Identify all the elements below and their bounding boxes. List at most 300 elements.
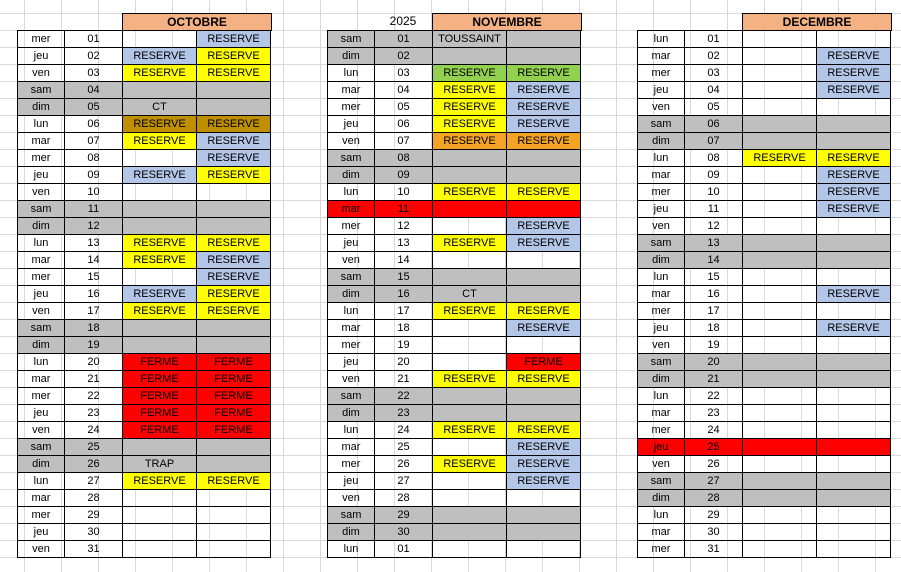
date-cell[interactable]: 24	[685, 422, 743, 439]
date-cell[interactable]: 11	[65, 201, 123, 218]
date-cell[interactable]: 13	[65, 235, 123, 252]
weekday-cell[interactable]: sam	[328, 150, 375, 167]
date-cell[interactable]: 25	[65, 439, 123, 456]
slot-1-cell[interactable]	[743, 320, 817, 337]
slot-2-cell[interactable]	[507, 541, 581, 558]
date-cell[interactable]: 06	[65, 116, 123, 133]
slot-2-cell[interactable]: FERME	[197, 354, 271, 371]
date-cell[interactable]: 27	[65, 473, 123, 490]
slot-2-cell[interactable]	[817, 303, 891, 320]
slot-2-cell[interactable]	[817, 490, 891, 507]
slot-2-cell[interactable]	[817, 439, 891, 456]
slot-2-cell[interactable]: RESERVE	[507, 65, 581, 82]
weekday-cell[interactable]: sam	[638, 354, 685, 371]
slot-1-cell[interactable]: RESERVE	[123, 252, 197, 269]
slot-1-cell[interactable]	[123, 490, 197, 507]
weekday-cell[interactable]: jeu	[638, 320, 685, 337]
slot-1-cell[interactable]	[123, 439, 197, 456]
date-cell[interactable]: 13	[375, 235, 433, 252]
weekday-cell[interactable]: lun	[638, 507, 685, 524]
weekday-cell[interactable]: sam	[638, 116, 685, 133]
weekday-cell[interactable]: jeu	[328, 235, 375, 252]
slot-2-cell[interactable]: RESERVE	[197, 473, 271, 490]
slot-2-cell[interactable]: RESERVE	[817, 82, 891, 99]
weekday-cell[interactable]: lun	[328, 303, 375, 320]
weekday-cell[interactable]: jeu	[18, 405, 65, 422]
slot-2-cell[interactable]: RESERVE	[817, 65, 891, 82]
slot-2-cell[interactable]	[817, 116, 891, 133]
date-cell[interactable]: 14	[375, 252, 433, 269]
slot-2-cell[interactable]: RESERVE	[507, 82, 581, 99]
date-cell[interactable]: 07	[685, 133, 743, 150]
slot-1-cell[interactable]	[433, 218, 507, 235]
slot-1-cell[interactable]	[743, 184, 817, 201]
date-cell[interactable]: 25	[685, 439, 743, 456]
slot-1-cell[interactable]	[433, 541, 507, 558]
slot-1-cell[interactable]	[433, 252, 507, 269]
slot-1-cell[interactable]	[743, 541, 817, 558]
slot-1-cell[interactable]: RESERVE	[433, 133, 507, 150]
weekday-cell[interactable]: dim	[328, 405, 375, 422]
slot-2-cell[interactable]: RESERVE	[197, 269, 271, 286]
slot-2-cell[interactable]: RESERVE	[197, 65, 271, 82]
slot-2-cell[interactable]: FERME	[197, 388, 271, 405]
slot-1-cell[interactable]	[743, 99, 817, 116]
weekday-cell[interactable]: jeu	[328, 354, 375, 371]
slot-1-cell[interactable]: RESERVE	[433, 65, 507, 82]
slot-1-cell[interactable]	[433, 388, 507, 405]
slot-1-cell[interactable]	[743, 405, 817, 422]
weekday-cell[interactable]: dim	[18, 456, 65, 473]
slot-1-cell[interactable]	[123, 337, 197, 354]
slot-2-cell[interactable]	[507, 31, 581, 48]
weekday-cell[interactable]: jeu	[18, 48, 65, 65]
slot-2-cell[interactable]: FERME	[197, 371, 271, 388]
slot-2-cell[interactable]	[197, 490, 271, 507]
weekday-cell[interactable]: mer	[638, 65, 685, 82]
slot-2-cell[interactable]: RESERVE	[817, 184, 891, 201]
weekday-cell[interactable]: lun	[638, 388, 685, 405]
slot-1-cell[interactable]	[743, 303, 817, 320]
slot-2-cell[interactable]: RESERVE	[197, 116, 271, 133]
slot-2-cell[interactable]	[817, 524, 891, 541]
weekday-cell[interactable]: lun	[328, 541, 375, 558]
slot-1-cell[interactable]: RESERVE	[123, 473, 197, 490]
date-cell[interactable]: 22	[685, 388, 743, 405]
date-cell[interactable]: 25	[375, 439, 433, 456]
weekday-cell[interactable]: lun	[638, 269, 685, 286]
slot-1-cell[interactable]	[123, 524, 197, 541]
slot-1-cell[interactable]	[123, 269, 197, 286]
slot-2-cell[interactable]	[197, 541, 271, 558]
slot-1-cell[interactable]: RESERVE	[433, 99, 507, 116]
date-cell[interactable]: 08	[65, 150, 123, 167]
weekday-cell[interactable]: dim	[18, 337, 65, 354]
slot-2-cell[interactable]	[197, 99, 271, 116]
date-cell[interactable]: 04	[375, 82, 433, 99]
weekday-cell[interactable]: mar	[638, 167, 685, 184]
date-cell[interactable]: 06	[375, 116, 433, 133]
slot-1-cell[interactable]	[433, 269, 507, 286]
slot-2-cell[interactable]	[817, 473, 891, 490]
slot-2-cell[interactable]: RESERVE	[507, 99, 581, 116]
slot-1-cell[interactable]: RESERVE	[433, 116, 507, 133]
date-cell[interactable]: 01	[375, 541, 433, 558]
date-cell[interactable]: 14	[685, 252, 743, 269]
date-cell[interactable]: 09	[375, 167, 433, 184]
weekday-cell[interactable]: ven	[18, 184, 65, 201]
slot-2-cell[interactable]: RESERVE	[197, 133, 271, 150]
slot-1-cell[interactable]	[433, 507, 507, 524]
slot-1-cell[interactable]	[743, 269, 817, 286]
slot-2-cell[interactable]	[817, 354, 891, 371]
date-cell[interactable]: 20	[685, 354, 743, 371]
slot-1-cell[interactable]: RESERVE	[743, 150, 817, 167]
weekday-cell[interactable]: dim	[328, 167, 375, 184]
slot-1-cell[interactable]	[433, 524, 507, 541]
slot-2-cell[interactable]	[507, 388, 581, 405]
slot-1-cell[interactable]: RESERVE	[433, 184, 507, 201]
date-cell[interactable]: 01	[685, 31, 743, 48]
slot-1-cell[interactable]: RESERVE	[433, 371, 507, 388]
date-cell[interactable]: 30	[65, 524, 123, 541]
slot-2-cell[interactable]	[507, 337, 581, 354]
weekday-cell[interactable]: sam	[638, 473, 685, 490]
weekday-cell[interactable]: mer	[328, 99, 375, 116]
date-cell[interactable]: 18	[375, 320, 433, 337]
weekday-cell[interactable]: ven	[638, 218, 685, 235]
slot-2-cell[interactable]: RESERVE	[507, 371, 581, 388]
slot-1-cell[interactable]: FERME	[123, 422, 197, 439]
slot-1-cell[interactable]	[433, 337, 507, 354]
date-cell[interactable]: 17	[375, 303, 433, 320]
weekday-cell[interactable]: mar	[328, 201, 375, 218]
date-cell[interactable]: 16	[685, 286, 743, 303]
weekday-cell[interactable]: ven	[18, 65, 65, 82]
date-cell[interactable]: 26	[65, 456, 123, 473]
slot-1-cell[interactable]	[433, 490, 507, 507]
weekday-cell[interactable]: mer	[638, 422, 685, 439]
weekday-cell[interactable]: jeu	[638, 82, 685, 99]
weekday-cell[interactable]: mar	[328, 82, 375, 99]
date-cell[interactable]: 31	[65, 541, 123, 558]
weekday-cell[interactable]: mer	[18, 31, 65, 48]
slot-1-cell[interactable]: RESERVE	[123, 235, 197, 252]
slot-1-cell[interactable]: TRAP	[123, 456, 197, 473]
slot-1-cell[interactable]	[743, 235, 817, 252]
date-cell[interactable]: 15	[685, 269, 743, 286]
weekday-cell[interactable]: dim	[328, 524, 375, 541]
weekday-cell[interactable]: mar	[18, 371, 65, 388]
date-cell[interactable]: 10	[65, 184, 123, 201]
slot-2-cell[interactable]	[197, 320, 271, 337]
slot-2-cell[interactable]: RESERVE	[817, 48, 891, 65]
date-cell[interactable]: 10	[685, 184, 743, 201]
slot-2-cell[interactable]	[507, 48, 581, 65]
slot-2-cell[interactable]: RESERVE	[507, 422, 581, 439]
date-cell[interactable]: 21	[685, 371, 743, 388]
slot-2-cell[interactable]: RESERVE	[507, 473, 581, 490]
slot-1-cell[interactable]	[433, 48, 507, 65]
date-cell[interactable]: 26	[685, 456, 743, 473]
weekday-cell[interactable]: mar	[18, 133, 65, 150]
date-cell[interactable]: 23	[685, 405, 743, 422]
slot-2-cell[interactable]: RESERVE	[507, 133, 581, 150]
slot-2-cell[interactable]	[507, 507, 581, 524]
weekday-cell[interactable]: mer	[638, 303, 685, 320]
slot-1-cell[interactable]	[743, 286, 817, 303]
date-cell[interactable]: 05	[65, 99, 123, 116]
slot-2-cell[interactable]	[817, 31, 891, 48]
slot-2-cell[interactable]: RESERVE	[197, 150, 271, 167]
slot-2-cell[interactable]: RESERVE	[197, 286, 271, 303]
slot-2-cell[interactable]	[817, 269, 891, 286]
slot-1-cell[interactable]	[123, 31, 197, 48]
date-cell[interactable]: 09	[65, 167, 123, 184]
date-cell[interactable]: 30	[375, 524, 433, 541]
slot-1-cell[interactable]	[123, 507, 197, 524]
weekday-cell[interactable]: dim	[638, 490, 685, 507]
weekday-cell[interactable]: jeu	[638, 439, 685, 456]
date-cell[interactable]: 12	[65, 218, 123, 235]
slot-1-cell[interactable]: RESERVE	[123, 48, 197, 65]
date-cell[interactable]: 06	[685, 116, 743, 133]
slot-1-cell[interactable]: RESERVE	[123, 116, 197, 133]
weekday-cell[interactable]: ven	[328, 252, 375, 269]
slot-2-cell[interactable]	[197, 507, 271, 524]
slot-1-cell[interactable]	[743, 337, 817, 354]
slot-1-cell[interactable]	[743, 31, 817, 48]
slot-2-cell[interactable]: RESERVE	[197, 48, 271, 65]
weekday-cell[interactable]: lun	[328, 184, 375, 201]
date-cell[interactable]: 16	[65, 286, 123, 303]
weekday-cell[interactable]: ven	[328, 371, 375, 388]
slot-2-cell[interactable]	[817, 235, 891, 252]
weekday-cell[interactable]: sam	[328, 507, 375, 524]
date-cell[interactable]: 17	[685, 303, 743, 320]
weekday-cell[interactable]: dim	[328, 286, 375, 303]
slot-2-cell[interactable]	[817, 337, 891, 354]
weekday-cell[interactable]: mar	[18, 252, 65, 269]
slot-2-cell[interactable]	[817, 388, 891, 405]
date-cell[interactable]: 12	[375, 218, 433, 235]
date-cell[interactable]: 28	[375, 490, 433, 507]
slot-1-cell[interactable]: TOUSSAINT	[433, 31, 507, 48]
slot-2-cell[interactable]	[507, 286, 581, 303]
date-cell[interactable]: 20	[65, 354, 123, 371]
date-cell[interactable]: 28	[685, 490, 743, 507]
date-cell[interactable]: 05	[375, 99, 433, 116]
slot-1-cell[interactable]	[743, 133, 817, 150]
slot-1-cell[interactable]: FERME	[123, 371, 197, 388]
date-cell[interactable]: 18	[685, 320, 743, 337]
slot-1-cell[interactable]	[123, 150, 197, 167]
slot-2-cell[interactable]: RESERVE	[197, 252, 271, 269]
slot-2-cell[interactable]	[197, 337, 271, 354]
date-cell[interactable]: 03	[685, 65, 743, 82]
slot-2-cell[interactable]	[197, 524, 271, 541]
slot-2-cell[interactable]	[817, 99, 891, 116]
date-cell[interactable]: 02	[375, 48, 433, 65]
slot-2-cell[interactable]	[197, 456, 271, 473]
slot-2-cell[interactable]	[817, 218, 891, 235]
weekday-cell[interactable]: mer	[638, 541, 685, 558]
slot-2-cell[interactable]	[507, 405, 581, 422]
weekday-cell[interactable]: sam	[18, 82, 65, 99]
weekday-cell[interactable]: lun	[328, 65, 375, 82]
weekday-cell[interactable]: lun	[18, 354, 65, 371]
date-cell[interactable]: 26	[375, 456, 433, 473]
weekday-cell[interactable]: sam	[328, 388, 375, 405]
date-cell[interactable]: 31	[685, 541, 743, 558]
slot-1-cell[interactable]	[123, 541, 197, 558]
weekday-cell[interactable]: mer	[328, 456, 375, 473]
slot-1-cell[interactable]: RESERVE	[123, 133, 197, 150]
slot-2-cell[interactable]	[197, 184, 271, 201]
slot-2-cell[interactable]	[507, 269, 581, 286]
date-cell[interactable]: 29	[65, 507, 123, 524]
slot-1-cell[interactable]	[743, 201, 817, 218]
slot-2-cell[interactable]: RESERVE	[507, 320, 581, 337]
slot-2-cell[interactable]	[507, 490, 581, 507]
slot-1-cell[interactable]: CT	[433, 286, 507, 303]
weekday-cell[interactable]: jeu	[638, 201, 685, 218]
date-cell[interactable]: 13	[685, 235, 743, 252]
weekday-cell[interactable]: mer	[18, 269, 65, 286]
slot-1-cell[interactable]	[743, 490, 817, 507]
weekday-cell[interactable]: lun	[328, 422, 375, 439]
slot-2-cell[interactable]: FERME	[197, 405, 271, 422]
weekday-cell[interactable]: dim	[638, 133, 685, 150]
slot-1-cell[interactable]: CT	[123, 99, 197, 116]
slot-2-cell[interactable]: RESERVE	[507, 303, 581, 320]
slot-2-cell[interactable]: RESERVE	[817, 150, 891, 167]
slot-1-cell[interactable]	[433, 405, 507, 422]
slot-2-cell[interactable]	[817, 133, 891, 150]
date-cell[interactable]: 16	[375, 286, 433, 303]
slot-2-cell[interactable]	[507, 201, 581, 218]
slot-1-cell[interactable]	[743, 48, 817, 65]
weekday-cell[interactable]: lun	[18, 235, 65, 252]
slot-1-cell[interactable]	[433, 320, 507, 337]
weekday-cell[interactable]: mer	[18, 150, 65, 167]
weekday-cell[interactable]: mar	[328, 439, 375, 456]
slot-2-cell[interactable]: RESERVE	[507, 184, 581, 201]
date-cell[interactable]: 17	[65, 303, 123, 320]
date-cell[interactable]: 07	[65, 133, 123, 150]
weekday-cell[interactable]: mer	[638, 184, 685, 201]
slot-1-cell[interactable]	[123, 201, 197, 218]
slot-1-cell[interactable]	[743, 456, 817, 473]
date-cell[interactable]: 09	[685, 167, 743, 184]
slot-2-cell[interactable]	[507, 524, 581, 541]
date-cell[interactable]: 23	[65, 405, 123, 422]
slot-2-cell[interactable]: RESERVE	[507, 439, 581, 456]
slot-2-cell[interactable]: RESERVE	[817, 201, 891, 218]
date-cell[interactable]: 18	[65, 320, 123, 337]
slot-1-cell[interactable]	[433, 354, 507, 371]
weekday-cell[interactable]: mer	[18, 388, 65, 405]
weekday-cell[interactable]: dim	[18, 218, 65, 235]
slot-2-cell[interactable]: RESERVE	[197, 167, 271, 184]
weekday-cell[interactable]: dim	[328, 48, 375, 65]
date-cell[interactable]: 04	[65, 82, 123, 99]
slot-2-cell[interactable]	[507, 252, 581, 269]
slot-1-cell[interactable]	[743, 439, 817, 456]
date-cell[interactable]: 08	[685, 150, 743, 167]
date-cell[interactable]: 15	[375, 269, 433, 286]
weekday-cell[interactable]: jeu	[328, 473, 375, 490]
date-cell[interactable]: 23	[375, 405, 433, 422]
slot-1-cell[interactable]: RESERVE	[123, 303, 197, 320]
date-cell[interactable]: 07	[375, 133, 433, 150]
date-cell[interactable]: 21	[65, 371, 123, 388]
slot-1-cell[interactable]	[743, 167, 817, 184]
slot-2-cell[interactable]: RESERVE	[507, 218, 581, 235]
slot-1-cell[interactable]: RESERVE	[433, 456, 507, 473]
slot-1-cell[interactable]	[123, 218, 197, 235]
slot-1-cell[interactable]	[433, 150, 507, 167]
date-cell[interactable]: 03	[65, 65, 123, 82]
date-cell[interactable]: 19	[65, 337, 123, 354]
slot-1-cell[interactable]: RESERVE	[123, 286, 197, 303]
date-cell[interactable]: 04	[685, 82, 743, 99]
slot-1-cell[interactable]	[433, 167, 507, 184]
date-cell[interactable]: 27	[685, 473, 743, 490]
weekday-cell[interactable]: sam	[638, 235, 685, 252]
date-cell[interactable]: 01	[375, 31, 433, 48]
slot-2-cell[interactable]: RESERVE	[817, 167, 891, 184]
slot-1-cell[interactable]	[743, 82, 817, 99]
weekday-cell[interactable]: sam	[18, 439, 65, 456]
slot-1-cell[interactable]: RESERVE	[433, 235, 507, 252]
date-cell[interactable]: 19	[375, 337, 433, 354]
date-cell[interactable]: 22	[65, 388, 123, 405]
date-cell[interactable]: 22	[375, 388, 433, 405]
slot-1-cell[interactable]	[743, 354, 817, 371]
date-cell[interactable]: 15	[65, 269, 123, 286]
slot-2-cell[interactable]	[817, 405, 891, 422]
date-cell[interactable]: 02	[65, 48, 123, 65]
slot-1-cell[interactable]: RESERVE	[123, 65, 197, 82]
slot-1-cell[interactable]	[433, 201, 507, 218]
weekday-cell[interactable]: mer	[328, 337, 375, 354]
date-cell[interactable]: 30	[685, 524, 743, 541]
slot-1-cell[interactable]	[123, 82, 197, 99]
weekday-cell[interactable]: sam	[328, 31, 375, 48]
date-cell[interactable]: 03	[375, 65, 433, 82]
weekday-cell[interactable]: dim	[638, 371, 685, 388]
date-cell[interactable]: 14	[65, 252, 123, 269]
slot-1-cell[interactable]: FERME	[123, 388, 197, 405]
slot-2-cell[interactable]: RESERVE	[507, 235, 581, 252]
date-cell[interactable]: 08	[375, 150, 433, 167]
slot-2-cell[interactable]	[817, 252, 891, 269]
slot-2-cell[interactable]	[507, 167, 581, 184]
weekday-cell[interactable]: mar	[638, 405, 685, 422]
weekday-cell[interactable]: mer	[18, 507, 65, 524]
date-cell[interactable]: 02	[685, 48, 743, 65]
weekday-cell[interactable]: mar	[638, 286, 685, 303]
weekday-cell[interactable]: ven	[638, 456, 685, 473]
weekday-cell[interactable]: ven	[328, 133, 375, 150]
date-cell[interactable]: 19	[685, 337, 743, 354]
slot-1-cell[interactable]	[743, 252, 817, 269]
weekday-cell[interactable]: jeu	[18, 167, 65, 184]
weekday-cell[interactable]: lun	[18, 473, 65, 490]
slot-1-cell[interactable]	[743, 371, 817, 388]
slot-2-cell[interactable]: RESERVE	[817, 320, 891, 337]
